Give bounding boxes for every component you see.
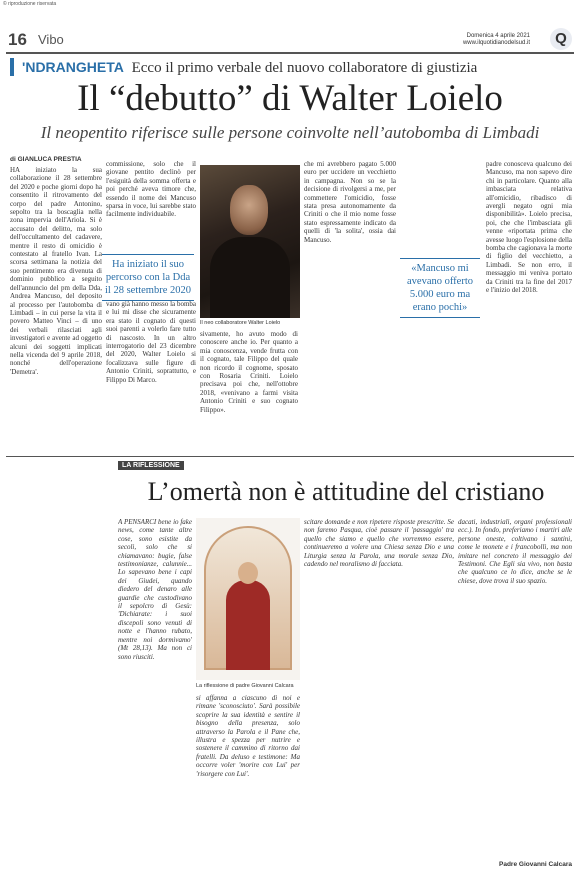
article-subtitle: Il neopentito riferisce sulle persone coinvolte nell’autobomba di Limbadi (40, 123, 540, 142)
article-title: Il “debutto” di Walter Loielo (77, 78, 503, 119)
riflessione-tag: LA RIFLESSIONE (118, 461, 184, 470)
photo2-robe (226, 580, 270, 670)
page-header (0, 30, 580, 50)
page-number: 16 (8, 30, 27, 49)
section-divider (6, 456, 574, 457)
article-kicker (10, 58, 477, 77)
riflessione-signature: Padre Giovanni Calcara (499, 861, 572, 868)
date-text: Domenica 4 aprile 2021 (466, 33, 530, 39)
pull-quote-1-text: Ha iniziato il suo percorso con la Dda il 28 settembre 2020 (104, 259, 192, 296)
article-column-2b: vano già hanno messo la bomba e lui mi disse che sicuramente era stato il cognato di questi suoi parenti a volerlo fare tutto di nascosto. In un altro interrogatorio del 23 dicembre del 2020, Walter Loielo si focalizzava sulle figure di Antonio Criniti, soprattutto, e Filippo Di Marco. (106, 300, 196, 384)
website-text: www.ilquotidianodelsud.it (462, 40, 530, 46)
article-column-2: commissione, solo che il giovane pentito declinò per l'esiguità della somma offerta e poi perché aveva timore che, essendo il nome dei Mancuso sparsa in voce, lui sarebbe stato facilmente individuabile. (106, 160, 196, 219)
newspaper-logo-icon: Q (550, 28, 572, 50)
photo-walter-loielo (200, 165, 300, 318)
pull-quote-2 (400, 262, 480, 314)
photo-figure-body (210, 237, 290, 318)
article-byline: di GIANLUCA PRESTIA (10, 156, 82, 163)
riflessione-title: L’omertà non è attitudine del cristiano (147, 477, 545, 506)
article-column-4: che mi avrebbero pagato 5.000 euro per uccidere un vecchietto in campagna. Non so se la decisione di rivolgersi a me, per commettere l'omicidio, fosse stata presa autonomamente da Criniti o che il mio nome fosse stato espressamente indicato da quelli di 'la solita', ossia dai Mancuso. (304, 160, 396, 244)
photo-giovanni-calcara (196, 518, 300, 680)
riflessione-column-2: si affanna a ciascuno di noi e rimane 'sconosciuto'. Sarà possibile scoprire la sua identità e sentire il bisogno della presenza, solo attraverso la Parola e il Pane che, illustra e spezza per nutrire e sostenere il cammino di ritorno dai fratelli. Da deluso e testimone: Ma occorre voler 'morire con Lui' per 'risorgere con Lui'. (196, 694, 300, 778)
section-name: Vibo (38, 32, 64, 47)
kicker-subhead: Ecco il primo verbale del nuovo collaboratore di giustizia (131, 60, 478, 76)
photo2-head (238, 562, 258, 584)
header-rule (6, 52, 574, 54)
kicker-tag: 'NDRANGHETA (10, 58, 124, 76)
riflessione-column-1: A PENSARCI bene io fake news, come tante altre cose, sono esistite da secoli, solo che si chiamavano: bugie, false testimonianze, calunnie... Lo sapevano bene i capi dei Giudei, quando diedero del denaro alle guardie che custodivano il sepolcro di Gesù: 'Dichiarate: i suoi discepoli sono venuti di notte e l'hanno rubato, mentre noi dormivamo' (Mt 28,13). Ma non ci sono riusciti. (118, 518, 192, 661)
copyright-notice: © riproduzione riservata (3, 1, 57, 7)
riflessione-column-3: scitare domande e non ripetere risposte prescritte. Se non faremo Pasqua, cioè passare il 'passaggio' tra quello che siamo e quello che vorremmo essere, continueremo a volere una Chiesa senza Dio e una Liturgia senza la Parola, una morale senza Dio, cadendo nel moralismo di facciata. (304, 518, 454, 569)
article-column-1: HA iniziato la sua collaborazione il 28 settembre del 2020 e poche giorni dopo ha consentito il ritrovamento del corpo del padre Antonino, sepolto tra la boscaglia nella zona impervia dell'Ariola. Si è accusato del delitto, ma solo dell'occultamento del cadavere, mentre il resto di omicidio è contestato al fratello Ivan. La scorsa settimana la notizia del suo pentimento era divenuta di dominio pubblico a seguito dell'annuncio del pm della Dda, Andrea Mancuso, del deposito al processo per l'autobomba di Limbadi – in cui perse la vita il povero Matteo Vinci – di uno dei verbali rilasciati agli investigatori e avente ad oggetto alcuni dei soggetti implicati nella vicenda del 9 aprile 2018, nonché dell'operazione 'Demetra'. (10, 166, 102, 376)
riflessione-column-4: dacati, industriali, organi professionali ecc.). In fondo, preferiamo i martiri alle persone oneste, coltivano i santini, come le monete e i francobolli, ma non imitare nel concreto il messaggio dei Testimoni. Che Egli sia vivo, non basta che qualcuno ce lo dice, anche se le chiese, dove trova il suo spazio. (458, 518, 572, 585)
article-column-3: sivamente, ho avuto modo di conoscere anche io. Per quanto a mia conoscenza, vende frutta con il cognato, tale Filippo del quale non ricordo il cognome, sposato con Rosaria Criniti. Loielo precisava poi che, nell'ottobre 2018, «venivano a farmi visita Antonio Criniti e suo cognato Filippo». (200, 330, 298, 414)
pull-quote-2-text: «Mancuso mi avevano offerto 5.000 euro ma erano pochi» (407, 263, 473, 313)
photo2-caption: La riflessione di padre Giovanni Calcara (196, 683, 294, 689)
photo1-caption: Il neo collaboratore Walter Loielo (200, 320, 281, 326)
photo-figure-face (230, 185, 268, 235)
article-column-5: padre conosceva qualcuno dei Mancuso, ma non sapevo dire chi in particolare. Quanto alla imbasciata relativa all'omicidio, ribadisco di avergli negato ogni mia disponibilità». Loielo precisa, poi, che che l'imbasciata gli venne «riportata prima che avesse luogo l'esplosione della bomba che cagionava la morte di figlio del vecchietto, a Limbadi. Se non erro, il messaggio mi veniva portato da Criniti tra la fine del 2017 e l'inizio del 2018. (486, 160, 572, 295)
pull-quote-1 (102, 258, 194, 297)
header-date (463, 33, 530, 47)
